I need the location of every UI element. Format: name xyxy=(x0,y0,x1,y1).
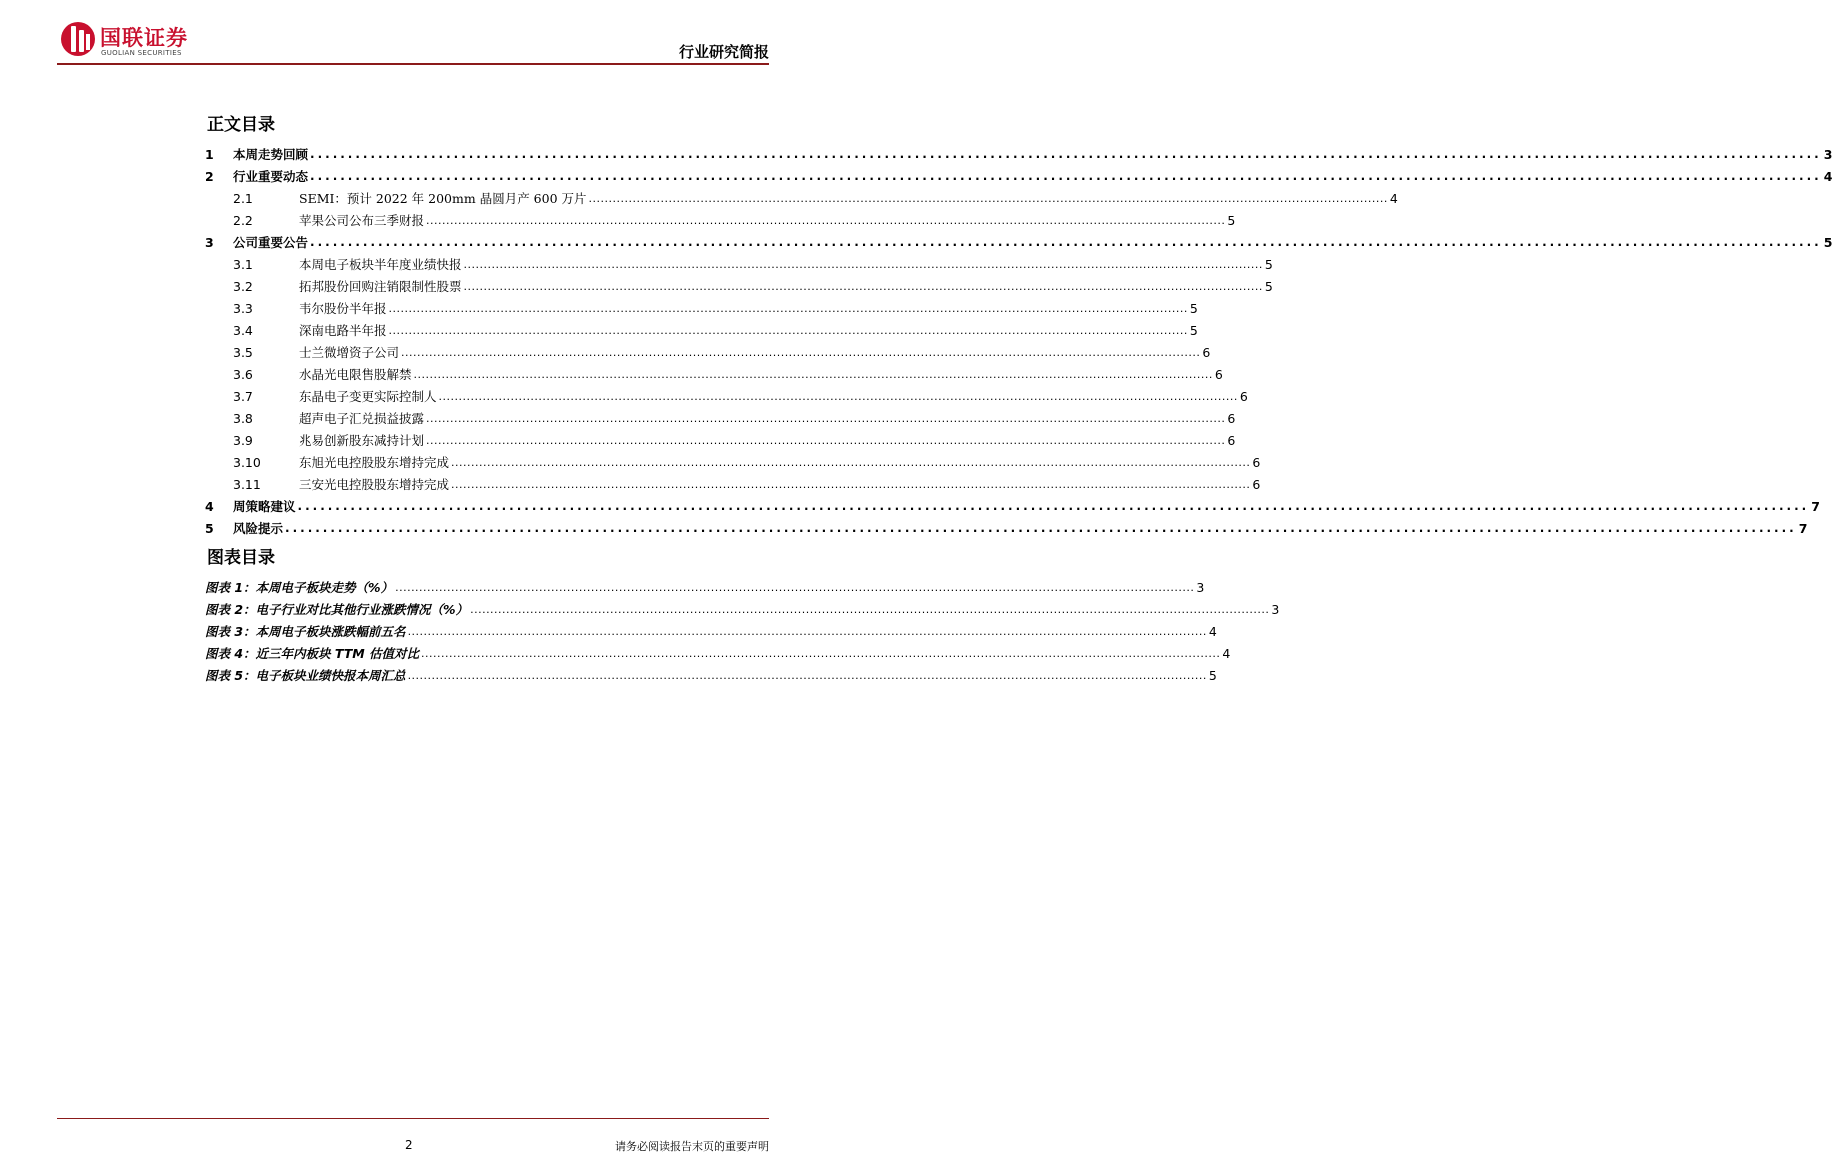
toc-entry-title: 拓邦股份回购注销限制性股票 xyxy=(299,279,462,294)
dot-leader: ........................................................................................................................................................................................................ xyxy=(426,213,1226,227)
toc-entry-title: 兆易创新股东减持计划 xyxy=(299,433,425,448)
toc-entry-title: 东旭光电控股股东增持完成 xyxy=(299,455,450,470)
toc-entry-title: 三安光电控股股东增持完成 xyxy=(299,477,450,492)
toc-entry[interactable] xyxy=(205,407,1236,429)
toc-entry-title: 东晶电子变更实际控制人 xyxy=(299,389,437,404)
page-reference: 4 xyxy=(1823,168,1832,184)
toc-entry[interactable] xyxy=(205,253,1273,275)
toc-entry-title: 风险提示 xyxy=(233,521,284,536)
toc-entry-number: 3.10 xyxy=(233,454,261,470)
dot-leader: ........................................................................................................................................................................................................ xyxy=(413,367,1213,381)
toc-entry-number: 3.9 xyxy=(233,432,253,448)
toc-entry[interactable] xyxy=(205,143,1832,165)
toc-entry[interactable] xyxy=(205,363,1223,385)
toc-entry[interactable] xyxy=(205,429,1236,451)
dot-leader: ........................................................................................................................................................................................................ xyxy=(297,499,1810,513)
report-type-label: 行业研究简报 xyxy=(678,43,769,61)
toc-entry-number: 2 xyxy=(205,168,214,184)
page-reference: 5 xyxy=(1189,300,1198,316)
toc-entry[interactable] xyxy=(205,473,1261,495)
toc-entry-title: 深南电路半年报 xyxy=(299,323,387,338)
toc-entry-title: 周策略建议 xyxy=(233,499,296,514)
toc-entry-number: 3.11 xyxy=(233,476,261,492)
figure-entry-title: 图表 1：本周电子板块走势（%） xyxy=(205,580,394,595)
figure-entry[interactable] xyxy=(205,598,1280,620)
toc-entry-number: 2.1 xyxy=(233,190,253,206)
figure-entry-title: 图表 2：电子行业对比其他行业涨跌情况（%） xyxy=(205,602,469,617)
disclaimer-text: 请务必阅读报告末页的重要声明 xyxy=(615,1140,769,1153)
toc-entry-number: 2.2 xyxy=(233,212,253,228)
figure-entry[interactable] xyxy=(205,664,1217,686)
toc-entry-number: 3.5 xyxy=(233,344,253,360)
toc-entry[interactable] xyxy=(205,451,1261,473)
dot-leader: ........................................................................................................................................................................................................ xyxy=(463,257,1263,271)
page-reference: 6 xyxy=(1252,476,1261,492)
page-reference: 5 xyxy=(1208,667,1217,683)
page-reference: 6 xyxy=(1202,344,1211,360)
page-header xyxy=(0,0,827,70)
toc-entry-title: SEMI：预计 2022 年 200mm 晶圆月产 600 万片 xyxy=(299,191,587,206)
toc-entry-title: 超声电子汇兑损益披露 xyxy=(299,411,425,426)
toc-entry[interactable] xyxy=(205,231,1832,253)
company-logo xyxy=(60,20,230,60)
page-reference: 6 xyxy=(1214,366,1223,382)
toc-entry-number: 1 xyxy=(205,146,214,162)
page-reference: 5 xyxy=(1227,212,1236,228)
dot-leader: ........................................................................................................................................................................................................ xyxy=(401,345,1201,359)
dot-leader: ........................................................................................................................................................................................................ xyxy=(310,235,1822,249)
header-divider xyxy=(57,63,769,65)
figure-entry[interactable] xyxy=(205,620,1217,642)
page-reference: 5 xyxy=(1264,278,1273,294)
page-reference: 4 xyxy=(1208,623,1217,639)
page-reference: 6 xyxy=(1252,454,1261,470)
toc-entry[interactable] xyxy=(205,297,1198,319)
dot-leader: ........................................................................................................................................................................................................ xyxy=(426,411,1226,425)
dot-leader: ........................................................................................................................................................................................................ xyxy=(421,646,1221,660)
toc-entry-title: 本周走势回顾 xyxy=(233,147,309,162)
page-reference: 3 xyxy=(1196,579,1205,595)
page-reference: 5 xyxy=(1264,256,1273,272)
dot-leader: ........................................................................................................................................................................................................ xyxy=(388,301,1188,315)
figure-entry[interactable] xyxy=(205,642,1231,664)
dot-leader: ........................................................................................................................................................................................................ xyxy=(463,279,1263,293)
page-reference: 5 xyxy=(1189,322,1198,338)
page-reference: 4 xyxy=(1389,190,1398,206)
guolian-logo-icon xyxy=(60,20,96,58)
dot-leader: ........................................................................................................................................................................................................ xyxy=(388,323,1188,337)
figure-entry-title: 图表 3：本周电子板块涨跌幅前五名 xyxy=(205,624,406,639)
page-reference: 3 xyxy=(1823,146,1832,162)
toc-entry[interactable] xyxy=(205,275,1273,297)
dot-leader: ........................................................................................................................................................................................................ xyxy=(588,191,1388,205)
toc-entry-title: 韦尔股份半年报 xyxy=(299,301,387,316)
toc-entry-title: 苹果公司公布三季财报 xyxy=(299,213,425,228)
toc-entry[interactable] xyxy=(205,517,1808,539)
toc-entry-title: 行业重要动态 xyxy=(233,169,309,184)
dot-leader: ........................................................................................................................................................................................................ xyxy=(451,477,1251,491)
toc-entry-number: 3 xyxy=(205,234,214,250)
footer-divider xyxy=(57,1118,769,1119)
toc-heading: 正文目录 xyxy=(207,115,275,135)
toc-entry[interactable] xyxy=(205,209,1236,231)
dot-leader: ........................................................................................................................................................................................................ xyxy=(426,433,1226,447)
dot-leader: ........................................................................................................................................................................................................ xyxy=(285,521,1797,535)
figure-entry-title: 图表 4：近三年内板块 TTM 估值对比 xyxy=(205,646,420,661)
dot-leader: ........................................................................................................................................................................................................ xyxy=(438,389,1238,403)
dot-leader: ........................................................................................................................................................................................................ xyxy=(310,169,1822,183)
toc-entry-title: 水晶光电限售股解禁 xyxy=(299,367,412,382)
logo-chinese-name: 国联证券 xyxy=(100,26,188,50)
toc-entry-number: 4 xyxy=(205,498,214,514)
dot-leader: ........................................................................................................................................................................................................ xyxy=(451,455,1251,469)
toc-entry[interactable] xyxy=(205,495,1820,517)
toc-entry[interactable] xyxy=(205,319,1198,341)
page-reference: 5 xyxy=(1823,234,1832,250)
toc-entry[interactable] xyxy=(205,341,1211,363)
toc-entry-number: 3.8 xyxy=(233,410,253,426)
page-number: 2 xyxy=(405,1138,413,1152)
page-reference: 4 xyxy=(1222,645,1231,661)
page-reference: 6 xyxy=(1227,410,1236,426)
toc-entry-number: 3.1 xyxy=(233,256,253,272)
dot-leader: ........................................................................................................................................................................................................ xyxy=(407,624,1207,638)
figure-list-heading: 图表目录 xyxy=(207,548,275,568)
toc-entry-title: 士兰微增资子公司 xyxy=(299,345,400,360)
page-reference: 3 xyxy=(1271,601,1280,617)
dot-leader: ........................................................................................................................................................................................................ xyxy=(310,147,1822,161)
toc-entry-title: 本周电子板块半年度业绩快报 xyxy=(299,257,462,272)
toc-entry-number: 3.2 xyxy=(233,278,253,294)
toc-entry-number: 3.6 xyxy=(233,366,253,382)
toc-entry-number: 5 xyxy=(205,520,214,536)
logo-english-name: GUOLIAN SECURITIES xyxy=(101,49,182,57)
toc-entry-number: 3.4 xyxy=(233,322,253,338)
toc-entry-number: 3.7 xyxy=(233,388,253,404)
dot-leader: ........................................................................................................................................................................................................ xyxy=(470,602,1270,616)
page-reference: 7 xyxy=(1811,498,1820,514)
toc-entry[interactable] xyxy=(205,187,1398,209)
toc-entry[interactable] xyxy=(205,385,1248,407)
page-reference: 6 xyxy=(1227,432,1236,448)
toc-entry[interactable] xyxy=(205,165,1832,187)
toc-entry-title: 公司重要公告 xyxy=(233,235,309,250)
page-reference: 6 xyxy=(1239,388,1248,404)
figure-entry[interactable] xyxy=(205,576,1205,598)
dot-leader: ........................................................................................................................................................................................................ xyxy=(395,580,1195,594)
toc-entry-number: 3.3 xyxy=(233,300,253,316)
dot-leader: ........................................................................................................................................................................................................ xyxy=(407,668,1207,682)
page-reference: 7 xyxy=(1798,520,1808,536)
figure-entry-title: 图表 5：电子板块业绩快报本周汇总 xyxy=(205,668,406,683)
